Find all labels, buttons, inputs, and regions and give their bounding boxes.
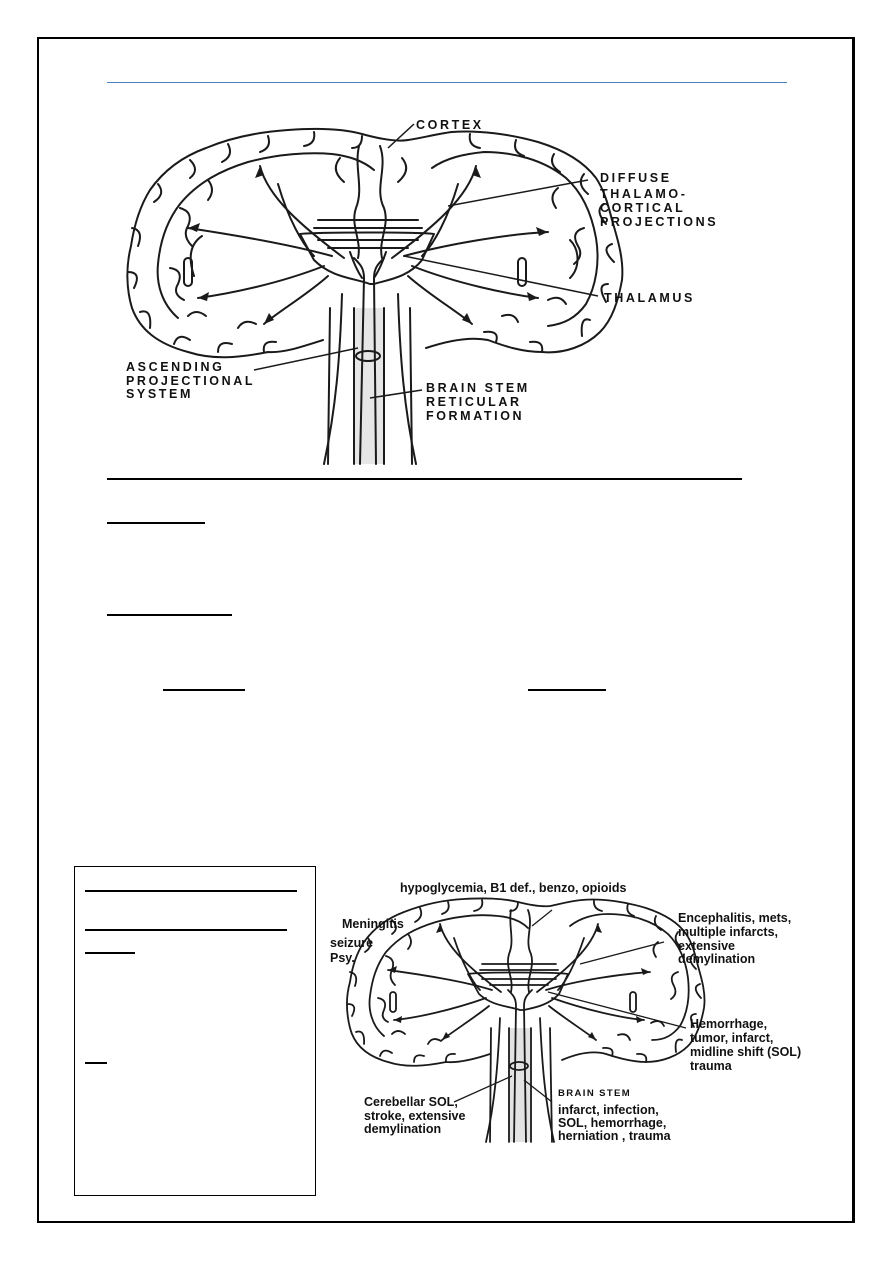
label-cortex: CORTEX	[416, 118, 484, 132]
label-encephalitis-2: multiple infarcts,	[678, 925, 779, 939]
blank-subheading-line-1	[163, 689, 245, 691]
corpus-callosum	[314, 220, 422, 228]
label-thalamus: THALAMUS	[604, 291, 695, 305]
blank-heading-line-1	[107, 522, 205, 524]
section-divider	[107, 478, 742, 480]
label-ascending-3: SYSTEM	[126, 387, 193, 401]
label-hemorrhage-1: Hemorrhage,	[690, 1017, 768, 1031]
notes-box	[74, 866, 316, 1196]
label-brainstem-2: RETICULAR	[426, 395, 522, 409]
label-seizure: seizure	[330, 936, 374, 950]
label-encephalitis-4: demylination	[678, 952, 756, 966]
label-ascending-1: ASCENDING	[126, 360, 225, 374]
notes-line-3	[85, 952, 135, 954]
label-ascending-2: PROJECTIONAL	[126, 374, 256, 388]
label-encephalitis-3: extensive	[678, 939, 735, 953]
label-hemorrhage-4: trauma	[690, 1059, 732, 1073]
label-brainstem-3: FORMATION	[426, 409, 525, 423]
label-meningitis: Meningitis	[342, 917, 404, 931]
reticular-activating-system-diagram	[118, 108, 738, 464]
coma-causes-diagram	[330, 880, 819, 1150]
longitudinal-fissure	[354, 146, 385, 258]
label-cerebellar-3: demylination	[364, 1122, 442, 1136]
label-cerebellar-1: Cerebellar SOL,	[364, 1095, 458, 1109]
label-encephalitis-1: Encephalitis, mets,	[678, 911, 792, 925]
label-cerebellar-2: stroke, extensive	[364, 1109, 466, 1123]
label-brainstem-3: herniation , trauma	[558, 1129, 671, 1143]
notes-line-1	[85, 890, 297, 892]
label-hemorrhage-2: tumor, infarct,	[690, 1031, 774, 1045]
label-diffuse-1: DIFFUSE	[600, 171, 672, 185]
label-brainstem-1: BRAIN STEM	[426, 381, 530, 395]
notes-line-4	[85, 1062, 107, 1064]
label-brainstem-title: BRAIN STEM	[558, 1088, 632, 1099]
label-hemorrhage-3: midline shift (SOL)	[690, 1045, 802, 1059]
label-brainstem-2: SOL, hemorrhage,	[558, 1116, 667, 1130]
blank-heading-line-2	[107, 614, 232, 616]
label-brainstem-1: infarct, infection,	[558, 1103, 659, 1117]
label-psy: Psy.	[330, 951, 355, 965]
label-metabolic: hypoglycemia, B1 def., benzo, opioids	[400, 881, 627, 895]
notes-line-2	[85, 929, 287, 931]
label-diffuse-2: THALAMO-	[600, 187, 688, 201]
label-diffuse-3: CORTICAL	[600, 201, 686, 215]
header-rule	[107, 82, 787, 83]
blank-subheading-line-2	[528, 689, 606, 691]
page-frame-tick	[852, 37, 853, 1223]
label-diffuse-4: PROJECTIONS	[600, 215, 719, 229]
